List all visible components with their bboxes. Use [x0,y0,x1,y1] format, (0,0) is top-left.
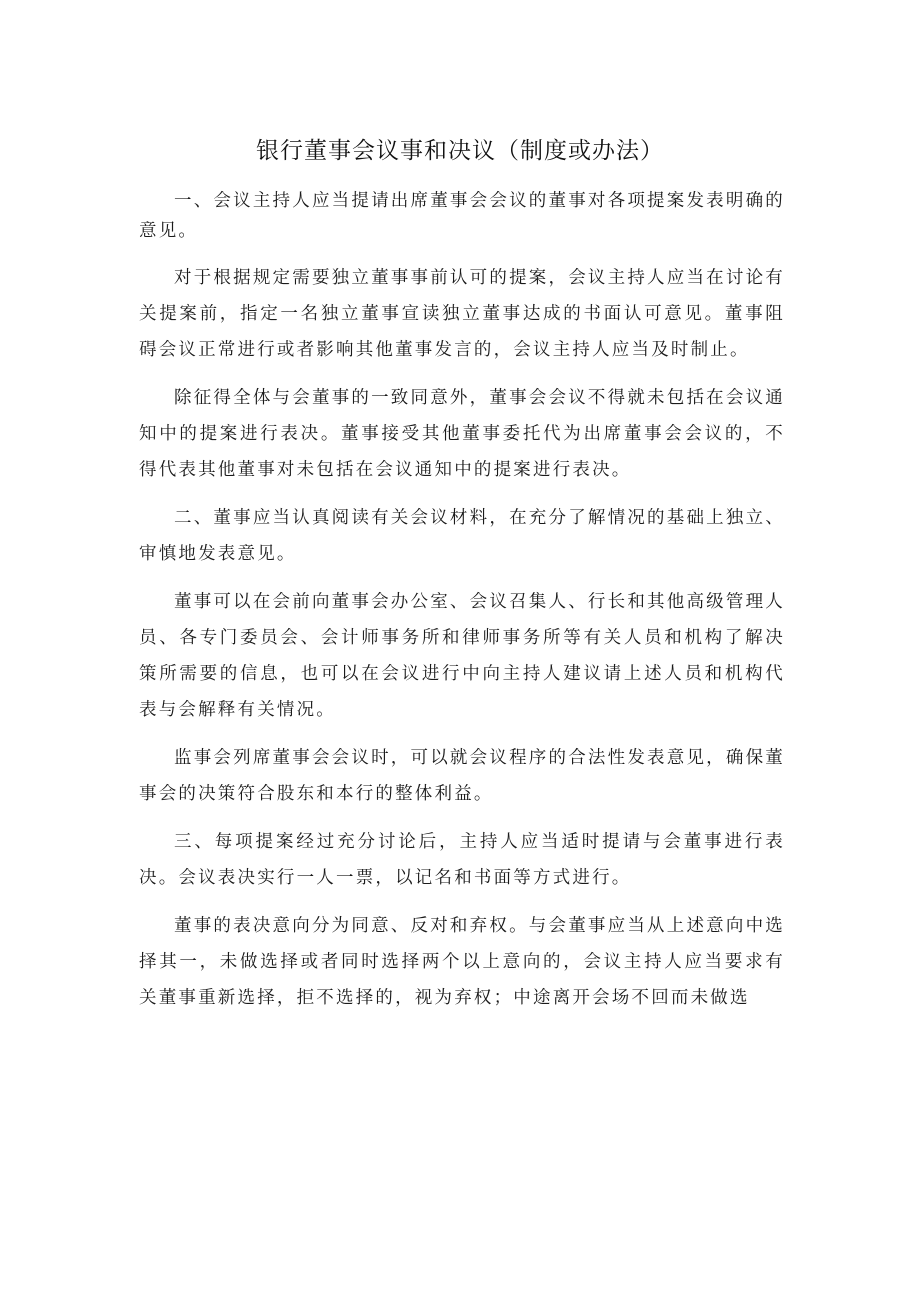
paragraph-3: 除征得全体与会董事的一致同意外，董事会会议不得就未包括在会议通知中的提案进行表决。董事接受其他董事委托代为出席董事会会议的，不得代表其他董事对未包括在会议通知中的提案进行表决。 [139,388,785,480]
paragraph-1: 一、会议主持人应当提请出席董事会会议的董事对各项提案发表明确的意见。 [139,191,785,241]
document-body [139,186,785,1028]
paragraph-6: 监事会列席董事会会议时，可以就会议程序的合法性发表意见，确保董事会的决策符合股东和本行的整体利益。 [139,748,785,804]
paragraph-2: 对于根据规定需要独立董事事前认可的提案，会议主持人应当在讨论有关提案前，指定一名独立董事宣读独立董事达成的书面认可意见。董事阻碍会议正常进行或者影响其他董事发言的，会议主持人应当及时制止。 [139,268,785,360]
paragraph-8: 董事的表决意向分为同意、反对和弃权。与会董事应当从上述意向中选择其一，未做选择或者同时选择两个以上意向的，会议主持人应当要求有关董事重新选择，拒不选择的，视为弃权；中途离开会场不回而未做选 [139,916,785,1008]
paragraph-7: 三、每项提案经过充分讨论后，主持人应当适时提请与会董事进行表决。会议表决实行一人一票，以记名和书面等方式进行。 [139,832,785,888]
document-title: 银行董事会议事和决议（制度或办法） [256,138,664,164]
paragraph-4: 二、董事应当认真阅读有关会议材料，在充分了解情况的基础上独立、审慎地发表意见。 [139,508,785,564]
paragraph-5: 董事可以在会前向董事会办公室、会议召集人、行长和其他高级管理人员、各专门委员会、会计师事务所和律师事务所等有关人员和机构了解决策所需要的信息，也可以在会议进行中向主持人建议请上述人员和机构代表与会解释有关情况。 [139,592,785,720]
